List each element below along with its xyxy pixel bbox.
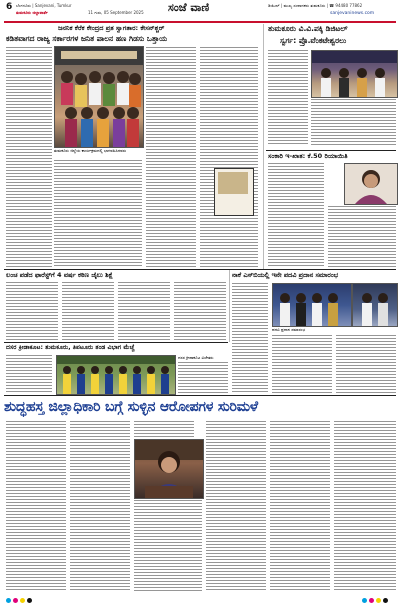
graduation-photo [272, 283, 352, 327]
text-column [134, 421, 194, 437]
text-column [6, 282, 58, 340]
headline-mid-left: ಲಂಚ ಪಡೆದ ಫಾರೆಸ್ಟ್‌ಗೆ 4 ವರ್ಷ ಕಠಿಣ ಜೈಲು ಶಿಕ್ಷೆ [6, 271, 113, 279]
text-column [54, 160, 142, 267]
registration-dot [6, 598, 11, 603]
date-label: 11 ಗುರು, 05 September 2025 [88, 10, 144, 15]
section-rule [266, 150, 396, 151]
sports-team-photo [56, 355, 176, 395]
headline-right-mid: ಸಂಕಾರಿ ಇ-ಖಾತ: ಕೆ.50 ರಿಯಾಯಿತಿ [268, 152, 348, 160]
registration-dot [376, 598, 381, 603]
text-column [232, 283, 268, 393]
text-column [311, 99, 396, 146]
section-rule [4, 342, 228, 343]
text-column [6, 355, 52, 393]
graduation-figures-2 [353, 284, 397, 326]
text-column [270, 421, 330, 591]
caption-grad-photo: ಪದವಿ ಪ್ರದಾನ ಸಮಾರಂಭ [272, 327, 306, 332]
ad-box-image [218, 172, 248, 194]
headline-top-right-1: ತುಮಕೂರು ವಿ.ವಿ.ಪಕ್ಕಿ ಡಿಜಿಟಲ್ [268, 24, 348, 33]
masthead-right-info: ಡಿಜಿಟಲ್ | ಮುಖ್ಯ ಸಂಪಾದಕರು ತುಮಕೂರು | ☎ 94480 77862 [268, 3, 363, 8]
portrait-photo [344, 163, 398, 205]
text-column [328, 206, 396, 267]
subheadline-top-left: ಕಡಿತವಾಗದ ರಾಜ್ಯ ಸರ್ಕಾರಗಳ ಜನಿತ ಪಾಲನ ಹಣ ಗಿಡಸು ಒತ್ತಾಯ [6, 34, 168, 43]
text-column [178, 362, 228, 393]
edition-label: ಬೆಂಗಳೂರು | Sanjevani, Tumkur [16, 3, 72, 8]
caption-team-photo: ದಸರ ಕ್ರೀಡಾಕೂಟ ವಿಜೇತರು [178, 355, 214, 360]
registration-dot [13, 598, 18, 603]
event-photo [54, 46, 144, 148]
text-column [268, 163, 324, 267]
column-rule [263, 24, 264, 269]
section-label: ತುಮಕೂರು ಜಿಲ್ಲಾವಾರ್ತೆ [16, 10, 48, 15]
website-label: sanjevaninews.com [330, 11, 375, 16]
text-column [272, 335, 332, 393]
text-column [174, 282, 226, 340]
graduation-figures [273, 284, 351, 326]
section-rule [4, 269, 396, 270]
text-column [206, 421, 266, 591]
registration-dot [383, 598, 388, 603]
text-column [70, 421, 130, 591]
registration-dot [27, 598, 32, 603]
page-number: 6 [6, 2, 13, 12]
caption-top-photo: ತುಮಕೂರು ಜಿಲ್ಲೆಯ ಕಾರ್ಯಕ್ರಮದಲ್ಲಿ ಭಾಗವಹಿಸಿದವರು [54, 148, 127, 153]
column-rule [229, 270, 230, 342]
headline-mid-right: ನಾಕೆ ಎಸ್‌ಬಿಯಲ್ಲಿ ಇನೇ ಪದವಿ ಪ್ರದಾನ ಸಮಾರಂಭ [232, 271, 339, 279]
team-figures [57, 356, 175, 394]
masthead [0, 0, 400, 22]
group-photo-figures [55, 47, 143, 147]
collector-portrait-photo [134, 439, 204, 499]
university-event-photo [311, 50, 398, 98]
text-column [134, 500, 202, 591]
masthead-rule [4, 21, 396, 23]
text-column [62, 282, 114, 340]
paper-logo: ಸಂಜೆ ವಾಣಿ [168, 1, 210, 14]
graduation-photo-2 [352, 283, 398, 327]
collector-figure [135, 440, 203, 498]
stage-figures [312, 51, 397, 97]
text-column [336, 335, 396, 393]
banner-headline: ಶುದ್ಧಹಸ್ತ ಜಿಲ್ಲಾಧಿಕಾರಿ ಬಗ್ಗೆ ಸುಳ್ಳಿನ ಆರೋಪಗಳ ಸುರಿಮಳೆ [4, 399, 258, 415]
headline-lower-left: ದಸರ ಕ್ರೀಡಾಕೂಟ: ತುಮಕೂರು, ತಿಪಟೂರು ತಂಡ ವಿಭಾಗ ಮೆಚ್ಚೆ [6, 344, 135, 351]
headline-top-right-2: ಸ್ವರ್ಗ: ಪ್ರೊ.ವೆಂಕಟೇಶ್ವರಲು [280, 36, 347, 45]
registration-dot [362, 598, 367, 603]
registration-dot [369, 598, 374, 603]
text-column [6, 47, 52, 267]
registration-marks [0, 596, 400, 606]
text-column [334, 421, 396, 591]
headline-top-left: ಜನನಿಕ ಕೆರೆಕ ಕೇಂದ್ರದ ಪ್ರತ ಸ್ವಾಗತಾರ: ಕೇಸನ್‌ಶ್ಚರ್ [58, 24, 165, 32]
registration-dot [20, 598, 25, 603]
text-column [118, 282, 170, 340]
text-column [200, 47, 258, 267]
text-column [146, 47, 196, 267]
portrait-figure [345, 164, 397, 204]
text-column [268, 50, 308, 146]
text-column [6, 421, 66, 591]
